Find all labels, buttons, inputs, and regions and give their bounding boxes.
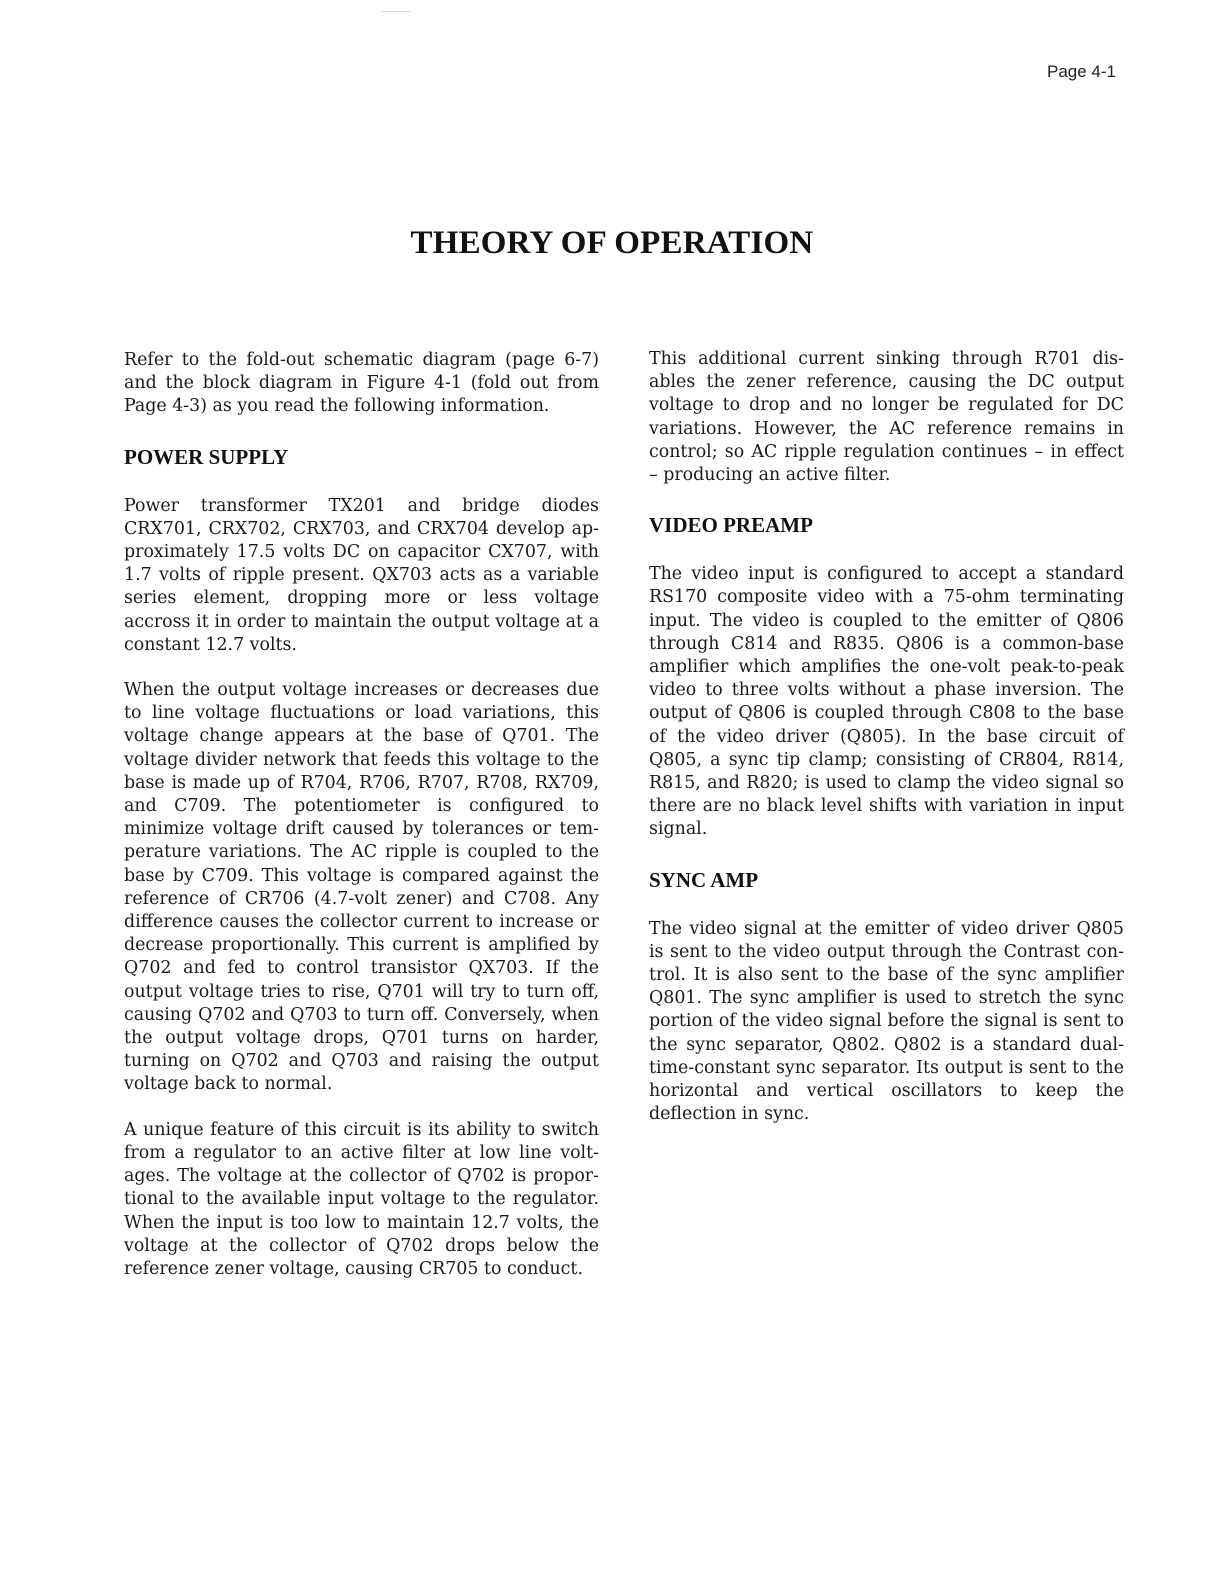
section-heading-video-preamp: VIDEO PREAMP: [649, 513, 813, 538]
page-title: THEORY OF OPERATION: [410, 225, 814, 262]
power-supply-paragraph-1: Power transformer TX201 and bridge diodes CRX701, CRX702, CRX703, and CRX704 develop approximately 17.5 volts DC on capacitor CX707, with 1.7 volts of ripple present. QX703 acts as a variable series element, dropping more or less voltage accross it in order to maintain the output voltage at a constant 12.7 volts.: [124, 495, 599, 655]
power-supply-paragraph-4: This additional current sinking through R701 disables the zener reference, causing the DC output voltage to drop and no longer be regulated for DC variations. However, the AC reference remains in control; so AC ripple regulation continues – in effect – producing an active filter.: [649, 349, 1124, 486]
page-number: Page 4-1: [1047, 62, 1116, 81]
section-heading-sync-amp: SYNC AMP: [649, 867, 759, 892]
power-supply-paragraph-2: When the output voltage increases or decreases due to line voltage fluctuations or load variations, this voltage change appears at the base of Q701. The voltage divider network that feeds this voltage to the base is made up of R704, R706, R707, R708, RX709, and C709. The potentiometer is configured to minimize voltage drift caused by tolerances or temperature variations. The AC ripple is coupled to the base by C709. This voltage is compared against the reference of CR706 (4.7-volt zener) and C708. Any difference causes the collector current to increase or decrease proportionally. This current is amplified by Q702 and fed to control transistor QX703. If the output voltage tries to rise, Q701 will try to turn off, causing Q702 and Q703 to turn off. Conversely, when the output voltage drops, Q701 turns on harder, turning on Q702 and Q703 and raising the output voltage back to normal.: [124, 680, 599, 1095]
intro-paragraph: Refer to the fold-out schematic diagram (page 6-7) and the block diagram in Figure 4-1 (fold out from Page 4-3) as you read the following information.: [124, 350, 599, 417]
sync-amp-paragraph: The video signal at the emitter of video driver Q805 is sent to the video output through the Contrast control. It is also sent to the base of the sync amplifier Q801. The sync amplifier is used to stretch the sync portion of the video signal before the signal is sent to the sync separator, Q802. Q802 is a standard dual-time-constant sync separator. Its output is sent to the horizontal and vertical oscillators to keep the deflection in sync.: [649, 918, 1124, 1125]
left-column: [124, 349, 599, 1281]
video-preamp-paragraph: The video input is configured to accept a standard RS170 composite video with a 75-ohm terminating input. The video is coupled to the emitter of Q806 through C814 and R835. Q806 is a common-base amplifier which amplifies the one-volt peak-to-peak video to three volts without a phase inversion. The output of Q806 is coupled through C808 to the base of the video driver (Q805). In the base circuit of Q805, a sync tip clamp; consisting of CR804, R814, R815, and R820; is used to clamp the video signal so there are no black level shifts with variation in input signal.: [649, 564, 1124, 840]
right-column: [649, 348, 1124, 1126]
section-heading-power-supply: POWER SUPPLY: [124, 444, 289, 469]
power-supply-paragraph-3: A unique feature of this circuit is its ability to switch from a regulator to an active filter at low line voltages. The voltage at the collector of Q702 is proportional to the available input voltage to the regulator. When the input is too low to maintain 12.7 volts, the voltage at the collector of Q702 drops below the reference zener voltage, causing CR705 to conduct.: [124, 1119, 599, 1279]
scan-mark: [381, 11, 411, 12]
